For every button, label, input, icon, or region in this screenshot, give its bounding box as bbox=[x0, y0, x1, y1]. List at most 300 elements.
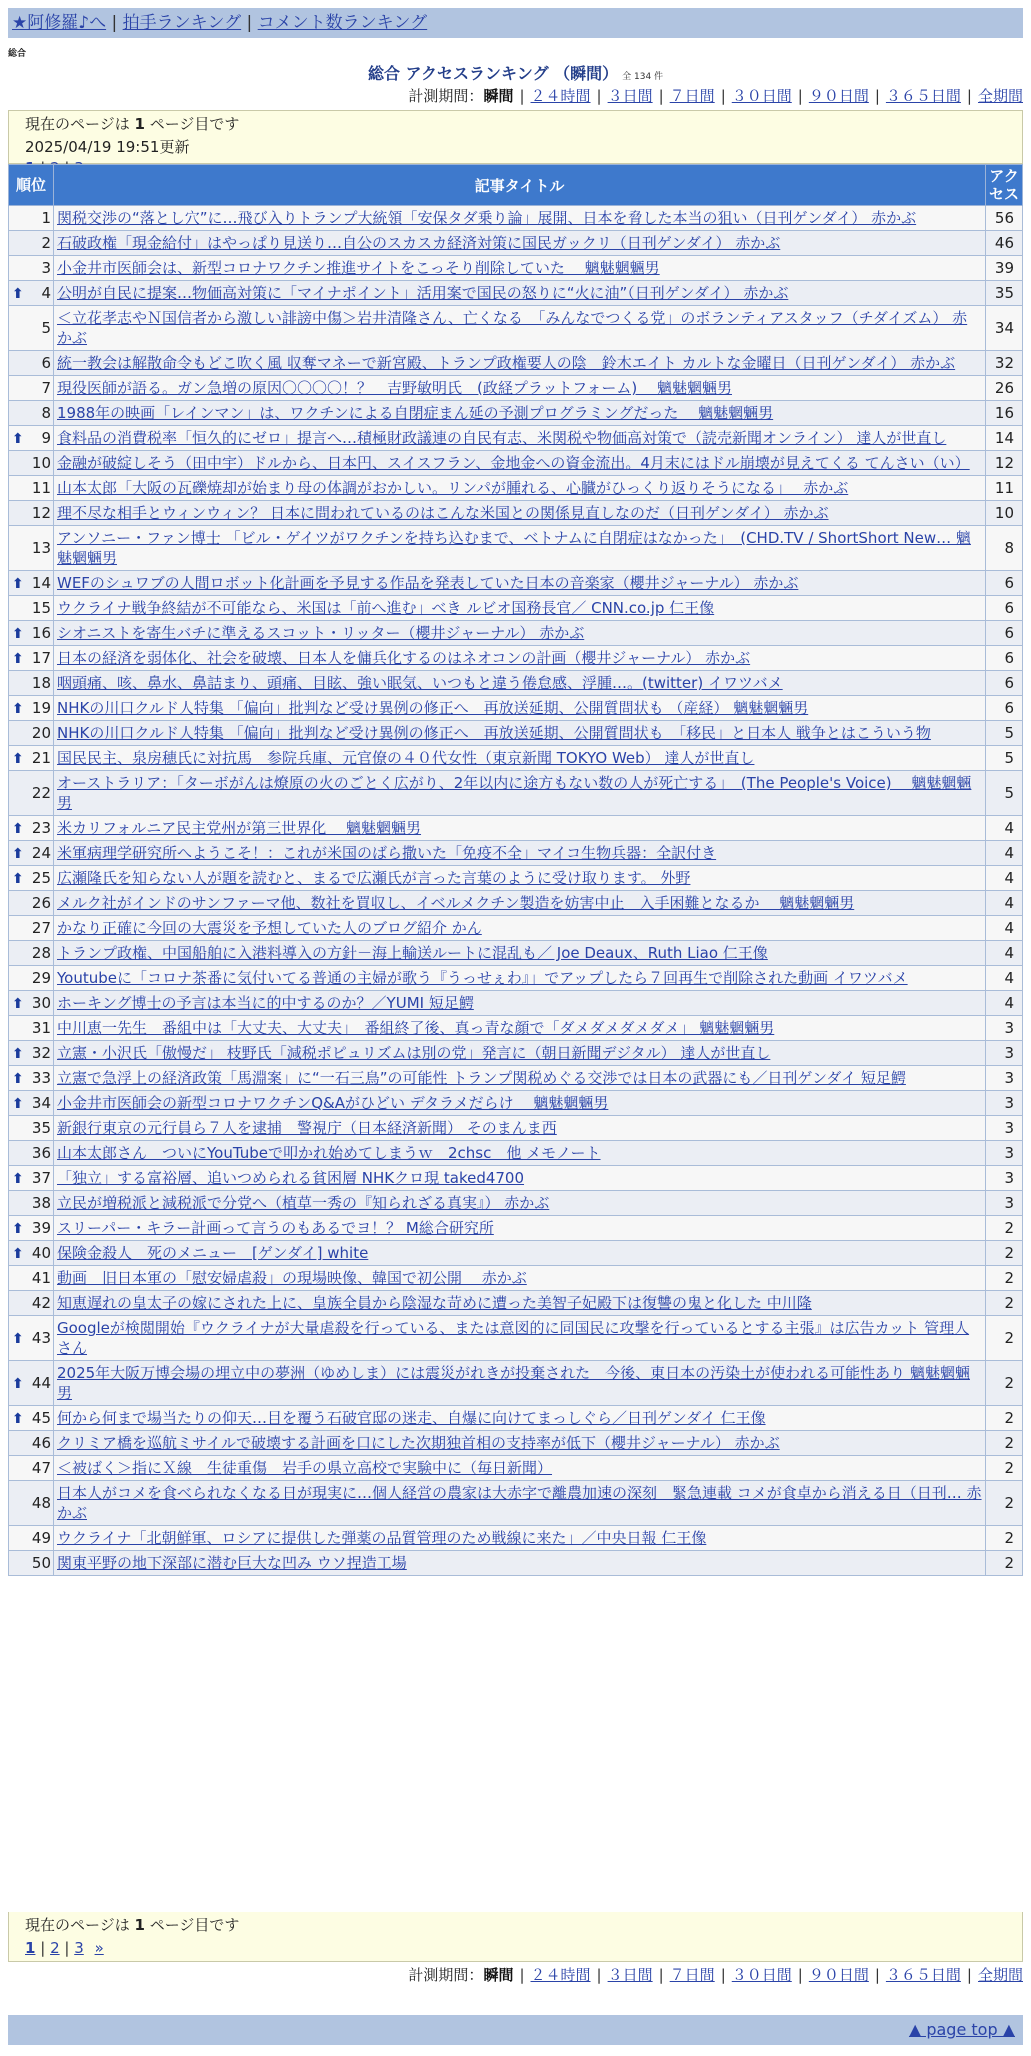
access-count: 10 bbox=[986, 501, 1023, 526]
title-cell bbox=[54, 1066, 986, 1091]
rank-number: 32 bbox=[31, 1044, 51, 1062]
page-next-link[interactable]: » bbox=[94, 1939, 104, 1957]
period-separator: | bbox=[966, 87, 972, 105]
period-link-5[interactable]: ３６５日間 bbox=[885, 1966, 961, 1984]
period-link-1[interactable]: ３日間 bbox=[607, 87, 653, 105]
table-row bbox=[9, 866, 1023, 891]
up-arrow-icon: ⬆ bbox=[12, 1096, 24, 1112]
rank-cell bbox=[9, 621, 54, 646]
rank-cell bbox=[9, 401, 54, 426]
pager-separator: | bbox=[40, 1939, 46, 1957]
access-count: 2 bbox=[986, 1361, 1023, 1406]
rank-cell bbox=[9, 1316, 54, 1361]
period-separator: | bbox=[720, 87, 726, 105]
rank-cell bbox=[9, 1431, 54, 1456]
title-cell bbox=[54, 376, 986, 401]
page-status-suffix: ページ目です bbox=[149, 115, 240, 133]
pagination-box-bottom bbox=[8, 1912, 1023, 1962]
rank-cell bbox=[9, 721, 54, 746]
title-cell bbox=[54, 596, 986, 621]
period-separator: | bbox=[596, 1966, 602, 1984]
title-cell bbox=[54, 966, 986, 991]
up-arrow-icon: ⬆ bbox=[12, 751, 24, 767]
table-row bbox=[9, 1266, 1023, 1291]
up-arrow-icon: ⬆ bbox=[12, 576, 24, 592]
rank-number: 42 bbox=[31, 1294, 51, 1312]
rank-cell bbox=[9, 1406, 54, 1431]
table-row bbox=[9, 256, 1023, 281]
rank-number: 35 bbox=[31, 1119, 51, 1137]
article-title-link[interactable]: 小金井市医師会の新型コロナワクチンQ&Aがひどい デタラメだらけ 魑魅魍魎男 bbox=[57, 1094, 609, 1112]
access-count: 8 bbox=[986, 526, 1023, 571]
access-count: 4 bbox=[986, 966, 1023, 991]
table-row bbox=[9, 1016, 1023, 1041]
title-cell bbox=[54, 306, 986, 351]
rank-cell bbox=[9, 646, 54, 671]
ranking-table bbox=[8, 164, 1023, 1576]
access-count: 26 bbox=[986, 376, 1023, 401]
article-title-link[interactable]: WEFのシュワブの人間ロボット化計画を予見する作品を発表していた日本の音楽家（櫻井ジャーナル） 赤かぶ bbox=[57, 574, 799, 592]
title-cell bbox=[54, 646, 986, 671]
access-count: 16 bbox=[986, 401, 1023, 426]
article-title-link[interactable]: かなり正確に今回の大震災を予想していた人のブログ紹介 かん bbox=[57, 919, 482, 937]
period-separator: | bbox=[519, 1966, 525, 1984]
table-row bbox=[9, 646, 1023, 671]
article-title-link[interactable]: 立民が増税派と減税派で分党へ（植草一秀の『知られざる真実』） 赤かぶ bbox=[57, 1194, 550, 1212]
table-row bbox=[9, 721, 1023, 746]
up-arrow-icon: ⬆ bbox=[12, 651, 24, 667]
access-count: 56 bbox=[986, 206, 1023, 231]
title-cell bbox=[54, 426, 986, 451]
table-row bbox=[9, 1431, 1023, 1456]
article-title-link[interactable]: 立憲・小沢氏「傲慢だ」 枝野氏「減税ポピュリズムは別の党」発言に（朝日新聞デジタル） 達人が世直し bbox=[57, 1044, 771, 1062]
table-row bbox=[9, 966, 1023, 991]
rank-number: 28 bbox=[31, 944, 51, 962]
pagination-box-top bbox=[8, 110, 1023, 164]
rank-cell bbox=[9, 526, 54, 571]
period-separator: | bbox=[874, 87, 880, 105]
article-title-link[interactable]: 関東平野の地下深部に潜む巨大な凹み ウソ捏造工場 bbox=[57, 1554, 407, 1572]
table-row bbox=[9, 916, 1023, 941]
article-title-link[interactable]: 統一教会は解散命令もどこ吹く風 収奪マネーで新宮殿、トランプ政権要人の陰 鈴木エイト カルトな金曜日（日刊ゲンダイ） 赤かぶ bbox=[57, 354, 956, 372]
title-cell bbox=[54, 1166, 986, 1191]
title-cell bbox=[54, 281, 986, 306]
article-title-link[interactable]: 中川恵一先生 番組中は「大丈夫、大丈夫」 番組終了後、真っ青な顔で「ダメダメダメダメ」 魑魅魍魎男 bbox=[57, 1019, 775, 1037]
up-arrow-icon: ⬆ bbox=[12, 286, 24, 302]
rank-number: 48 bbox=[31, 1494, 51, 1512]
table-row bbox=[9, 1551, 1023, 1576]
title-cell bbox=[54, 771, 986, 816]
article-title-link[interactable]: 動画 旧日本軍の「慰安婦虐殺」の現場映像、韓国で初公開 赤かぶ bbox=[57, 1269, 527, 1287]
table-row bbox=[9, 526, 1023, 571]
rank-number: 15 bbox=[31, 599, 51, 617]
table-row bbox=[9, 1406, 1023, 1431]
table-row bbox=[9, 571, 1023, 596]
page-link-3[interactable]: 3 bbox=[74, 1939, 84, 1957]
article-title-link[interactable]: ウクライナ「北朝鮮軍、ロシアに提供した弾薬の品質管理のため戦線に来た」／中央日報 仁王像 bbox=[57, 1529, 707, 1547]
nav-link-applause-ranking[interactable]: 拍手ランキング bbox=[122, 13, 242, 33]
period-separator: | bbox=[596, 87, 602, 105]
access-count: 5 bbox=[986, 746, 1023, 771]
article-title-link[interactable]: アンソニー・ファン博士 「ビル・ゲイツがワクチンを持ち込むまで、ベトナムに自閉症はなかった」 (CHD.TV / ShortShort New… 魑魅魍魎男 bbox=[57, 529, 971, 567]
rank-number: 10 bbox=[31, 454, 51, 472]
rank-cell bbox=[9, 231, 54, 256]
article-title-link[interactable]: メルク社がインドのサンファーマ他、数社を買収し、イベルメクチン製造を妨害中止 入手困難となるか 魑魅魍魎男 bbox=[57, 894, 855, 912]
article-title-link[interactable]: スリーパー・キラー計画って言うのもあるでヨ！？ M総合研究所 bbox=[57, 1219, 494, 1237]
up-arrow-icon: ⬆ bbox=[12, 1331, 24, 1347]
rank-cell bbox=[9, 671, 54, 696]
article-title-link[interactable]: 日本の経済を弱体化、社会を破壊、日本人を傭兵化するのはネオコンの計画（櫻井ジャーナル） 赤かぶ bbox=[57, 649, 751, 667]
rank-number: 16 bbox=[31, 624, 51, 642]
article-title-link[interactable]: 小金井市医師会は、新型コロナワクチン推進サイトをこっそり削除していた 魑魅魍魎男 bbox=[57, 259, 660, 277]
rank-number: 24 bbox=[31, 844, 51, 862]
title-cell bbox=[54, 1241, 986, 1266]
rank-number: 20 bbox=[31, 724, 51, 742]
page-status-current: 1 bbox=[134, 115, 145, 133]
title-cell bbox=[54, 991, 986, 1016]
title-cell bbox=[54, 696, 986, 721]
article-title-link[interactable]: NHKの川口クルド人特集 「偏向」批判など受け異例の修正へ 再放送延期、公開質問状も （産経） 魑魅魍魎男 bbox=[57, 699, 809, 717]
access-count: 46 bbox=[986, 231, 1023, 256]
article-title-link[interactable]: 米カリフォルニア民主党州が第三世界化 魑魅魍魎男 bbox=[57, 819, 422, 837]
title-cell bbox=[54, 1291, 986, 1316]
title-cell bbox=[54, 1016, 986, 1041]
article-title-link[interactable]: 1988年の映画「レインマン」は、ワクチンによる自閉症まん延の予測プログラミングだった 魑魅魍魎男 bbox=[57, 404, 774, 422]
period-label: 計測期間： bbox=[408, 1966, 484, 1984]
access-count: 2 bbox=[986, 1266, 1023, 1291]
header-rank: 順位 bbox=[9, 165, 54, 206]
table-row bbox=[9, 696, 1023, 721]
title-cell bbox=[54, 501, 986, 526]
table-row bbox=[9, 891, 1023, 916]
access-count: 2 bbox=[986, 1431, 1023, 1456]
title-cell bbox=[54, 571, 986, 596]
access-count: 4 bbox=[986, 816, 1023, 841]
table-row bbox=[9, 451, 1023, 476]
access-count: 3 bbox=[986, 1041, 1023, 1066]
title-cell bbox=[54, 1191, 986, 1216]
page-top-link[interactable]: ▲ page top ▲ bbox=[908, 2020, 1015, 2039]
rank-cell bbox=[9, 696, 54, 721]
title-cell bbox=[54, 1526, 986, 1551]
access-count: 2 bbox=[986, 1291, 1023, 1316]
rank-cell bbox=[9, 426, 54, 451]
period-link-6[interactable]: 全期間 bbox=[977, 1966, 1023, 1984]
access-count: 34 bbox=[986, 306, 1023, 351]
rank-number: 45 bbox=[31, 1409, 51, 1427]
period-selector-top bbox=[408, 86, 1023, 106]
period-link-0[interactable]: ２４時間 bbox=[530, 1966, 591, 1984]
rank-cell bbox=[9, 281, 54, 306]
rank-number: 30 bbox=[31, 994, 51, 1012]
rank-number: 4 bbox=[41, 284, 51, 302]
access-count: 6 bbox=[986, 571, 1023, 596]
title-cell bbox=[54, 891, 986, 916]
rank-number: 3 bbox=[41, 259, 51, 277]
rank-cell bbox=[9, 256, 54, 281]
access-count: 3 bbox=[986, 1016, 1023, 1041]
nav-link-asyura[interactable]: ★阿修羅♪へ bbox=[12, 13, 107, 33]
period-link-1[interactable]: ３日間 bbox=[607, 1966, 653, 1984]
rank-cell bbox=[9, 376, 54, 401]
table-row bbox=[9, 991, 1023, 1016]
article-title-link[interactable]: 公明が自民に提案…物価高対策に「マイナポイント」活用案で国民の怒りに“火に油”（日刊ゲンダイ） 赤かぶ bbox=[57, 284, 789, 302]
up-arrow-icon: ⬆ bbox=[12, 821, 24, 837]
table-row bbox=[9, 476, 1023, 501]
article-title-link[interactable]: 広瀬隆氏を知らない人が題を読むと、まるで広瀬氏が言った言葉のように受け取ります。 外野 bbox=[57, 869, 691, 887]
ranking-table-body bbox=[9, 206, 1023, 1576]
article-title-link[interactable]: NHKの川口クルド人特集 「偏向」批判など受け異例の修正へ 再放送延期、公開質問状も 「移民」と日本人 戦争とはこういう物 bbox=[57, 724, 931, 742]
period-separator: | bbox=[797, 1966, 803, 1984]
period-link-0[interactable]: ２４時間 bbox=[530, 87, 591, 105]
table-row bbox=[9, 1066, 1023, 1091]
rank-number: 8 bbox=[41, 404, 51, 422]
rank-number: 5 bbox=[41, 319, 51, 337]
rank-cell bbox=[9, 1166, 54, 1191]
up-arrow-icon: ⬆ bbox=[12, 1246, 24, 1262]
article-title-link[interactable]: Youtubeに「コロナ茶番に気付いてる普通の主婦が歌う『うっせぇわ』」でアップしたら７回再生で削除された動画 イワツバメ bbox=[57, 969, 908, 987]
rank-number: 34 bbox=[31, 1094, 51, 1112]
article-title-link[interactable]: 国民民主、泉房穂氏に対抗馬 参院兵庫、元官僚の４０代女性（東京新聞 TOKYO Web） 達人が世直し bbox=[57, 749, 755, 767]
title-cell bbox=[54, 1041, 986, 1066]
title-cell bbox=[54, 1481, 986, 1526]
page-link-current[interactable]: 1 bbox=[25, 1939, 36, 1957]
title-cell bbox=[54, 401, 986, 426]
rank-cell bbox=[9, 1191, 54, 1216]
title-cell bbox=[54, 1551, 986, 1576]
table-row bbox=[9, 1456, 1023, 1481]
rank-number: 12 bbox=[31, 504, 51, 522]
article-title-link[interactable]: トランプ政権、中国船舶に入港料導入の方針－海上輸送ルートに混乱も／ Joe Deaux、Ruth Liao 仁王像 bbox=[57, 944, 768, 962]
article-title-link[interactable]: ウクライナ戦争終結が不可能なら、米国は「前へ進む」べき ルビオ国務長官／ CNN.co.jp 仁王像 bbox=[57, 599, 715, 617]
title-cell bbox=[54, 671, 986, 696]
table-row bbox=[9, 401, 1023, 426]
table-row bbox=[9, 671, 1023, 696]
title-cell bbox=[54, 351, 986, 376]
rank-number: 17 bbox=[31, 649, 51, 667]
rank-cell bbox=[9, 941, 54, 966]
article-title-link[interactable]: 山本太郎さん ついにYouTubeで叩かれ始めてしまうｗ 2chsc 他 メモノート bbox=[57, 1144, 601, 1162]
article-title-link[interactable]: 山本太郎「大阪の瓦礫焼却が始まり母の体調がおかしい。リンパが腫れる、心臓がひっくり返りそうになる」 赤かぶ bbox=[57, 479, 849, 497]
access-count: 6 bbox=[986, 646, 1023, 671]
rank-cell bbox=[9, 1041, 54, 1066]
table-row bbox=[9, 746, 1023, 771]
category-label: 総合 bbox=[8, 49, 27, 59]
title-cell bbox=[54, 1116, 986, 1141]
period-separator: | bbox=[519, 87, 525, 105]
total-count: 全 134 件 bbox=[622, 72, 664, 82]
access-count: 6 bbox=[986, 671, 1023, 696]
page-status bbox=[25, 113, 1006, 136]
article-title-link[interactable]: 現役医師が語る。ガン急増の原因〇〇〇〇！？ 吉野敏明氏 (政経プラットフォーム) 魑魅魍魎男 bbox=[57, 379, 732, 397]
rank-cell bbox=[9, 501, 54, 526]
rank-cell bbox=[9, 891, 54, 916]
rank-number: 36 bbox=[31, 1144, 51, 1162]
rank-number: 19 bbox=[31, 699, 51, 717]
period-link-3[interactable]: ３０日間 bbox=[731, 1966, 792, 1984]
rank-number: 2 bbox=[41, 234, 51, 252]
article-title-link[interactable]: 理不尽な相手とウィンウィン？ 日本に問われているのはこんな米国との関係見直しなのだ（日刊ゲンダイ） 赤かぶ bbox=[57, 504, 829, 522]
article-title-link[interactable]: クリミア橋を巡航ミサイルで破壊する計画を口にした次期独首相の支持率が低下（櫻井ジャーナル） 赤かぶ bbox=[57, 1434, 780, 1452]
article-title-link[interactable]: 食料品の消費税率「恒久的にゼロ」提言へ…積極財政議連の自民有志、米関税や物価高対策で（読売新聞オンライン） 達人が世直し bbox=[57, 429, 947, 447]
access-count: 2 bbox=[986, 1316, 1023, 1361]
page-status-bottom bbox=[25, 1914, 1006, 1937]
title-cell bbox=[54, 476, 986, 501]
rank-number: 47 bbox=[31, 1459, 51, 1477]
access-count: 2 bbox=[986, 1406, 1023, 1431]
article-title-link[interactable]: シオニストを寄生バチに準えるスコット・リッター（櫻井ジャーナル） 赤かぶ bbox=[57, 624, 585, 642]
title-cell bbox=[54, 526, 986, 571]
article-title-link[interactable]: ＜被ばく＞指にＸ線 生徒重傷 岩手の県立高校で実験中に（毎日新聞） bbox=[57, 1459, 553, 1477]
table-row bbox=[9, 281, 1023, 306]
rank-cell bbox=[9, 866, 54, 891]
pager-bottom bbox=[25, 1937, 1006, 1960]
rank-cell bbox=[9, 1456, 54, 1481]
article-title-link[interactable]: 保険金殺人 死のメニュー [ゲンダイ] white bbox=[57, 1244, 369, 1262]
page-status-suffix: ページ目です bbox=[149, 1916, 240, 1934]
rank-number: 1 bbox=[41, 209, 51, 227]
nav-separator: | bbox=[246, 13, 253, 33]
article-title-link[interactable]: Googleが検閲開始『ウクライナが大量虐殺を行っている、または意図的に同国民に攻撃を行っているとする主張』は広告カット 管理人さん bbox=[57, 1319, 970, 1357]
access-count: 6 bbox=[986, 621, 1023, 646]
header-title: 記事タイトル bbox=[54, 165, 986, 206]
period-link-3[interactable]: ３０日間 bbox=[731, 87, 792, 105]
article-title-link[interactable]: 金融が破綻しそう（田中宇）ドルから、日本円、スイスフラン、金地金への資金流出。4月末にはドル崩壊が見えてくる てんさい（い） bbox=[57, 454, 970, 472]
rank-cell bbox=[9, 1266, 54, 1291]
rank-number: 25 bbox=[31, 869, 51, 887]
rank-number: 44 bbox=[31, 1374, 51, 1392]
table-row bbox=[9, 1291, 1023, 1316]
rank-number: 7 bbox=[41, 379, 51, 397]
up-arrow-icon: ⬆ bbox=[12, 701, 24, 717]
access-count: 6 bbox=[986, 696, 1023, 721]
access-count: 14 bbox=[986, 426, 1023, 451]
title-cell bbox=[54, 451, 986, 476]
access-count: 2 bbox=[986, 1481, 1023, 1526]
title-cell bbox=[54, 1316, 986, 1361]
table-row bbox=[9, 1166, 1023, 1191]
access-count: 3 bbox=[986, 1141, 1023, 1166]
access-count: 2 bbox=[986, 1241, 1023, 1266]
access-count: 2 bbox=[986, 1216, 1023, 1241]
rank-number: 43 bbox=[31, 1329, 51, 1347]
page-status-prefix: 現在のページは bbox=[25, 1916, 130, 1934]
period-link-2[interactable]: ７日間 bbox=[669, 1966, 715, 1984]
period-link-5[interactable]: ３６５日間 bbox=[885, 87, 961, 105]
access-count: 35 bbox=[986, 281, 1023, 306]
nav-link-comment-ranking[interactable]: コメント数ランキング bbox=[257, 13, 428, 33]
rank-cell bbox=[9, 746, 54, 771]
rank-cell bbox=[9, 916, 54, 941]
table-row bbox=[9, 501, 1023, 526]
article-title-link[interactable]: 新銀行東京の元行員ら７人を逮捕 警視庁（日本経済新聞） そのまんま西 bbox=[57, 1119, 557, 1137]
rank-cell bbox=[9, 1066, 54, 1091]
table-row bbox=[9, 841, 1023, 866]
header-access: アクセス bbox=[986, 165, 1023, 206]
page-status-current: 1 bbox=[134, 1916, 145, 1934]
access-count: 6 bbox=[986, 596, 1023, 621]
article-title-link[interactable]: 石破政権「現金給付」はやっぱり見送り…自公のスカスカ経済対策に国民ガックリ（日刊ゲンダイ） 赤かぶ bbox=[57, 234, 781, 252]
ranking-title-block bbox=[0, 61, 1031, 84]
rank-number: 49 bbox=[31, 1529, 51, 1547]
updated-timestamp: 2025/04/19 19:51更新 bbox=[25, 138, 190, 156]
article-title-link[interactable]: ＜立花孝志やＮ国信者から激しい誹謗中傷＞岩井清隆さん、亡くなる 「みんなでつくる党」のボランティアスタッフ（チダイズム） 赤かぶ bbox=[57, 309, 968, 347]
title-cell bbox=[54, 816, 986, 841]
period-link-6[interactable]: 全期間 bbox=[977, 87, 1023, 105]
up-arrow-icon: ⬆ bbox=[12, 1071, 24, 1087]
top-nav-bar bbox=[8, 8, 1023, 38]
rank-number: 18 bbox=[31, 674, 51, 692]
rank-number: 26 bbox=[31, 894, 51, 912]
period-separator: | bbox=[874, 1966, 880, 1984]
rank-cell bbox=[9, 1241, 54, 1266]
title-cell bbox=[54, 866, 986, 891]
article-title-link[interactable]: ホーキング博士の予言は本当に的中するのか？／YUMI 短足鰐 bbox=[57, 994, 474, 1012]
article-title-link[interactable]: 米軍病理学研究所へようこそ！：これが米国のばら撒いた「免疫不全」マイコ生物兵器：全訳付き bbox=[57, 844, 717, 862]
up-arrow-icon: ⬆ bbox=[12, 846, 24, 862]
page-status-prefix: 現在のページは bbox=[25, 115, 130, 133]
rank-cell bbox=[9, 1361, 54, 1406]
rank-number: 29 bbox=[31, 969, 51, 987]
title-cell bbox=[54, 746, 986, 771]
period-link-4[interactable]: ９０日間 bbox=[808, 1966, 869, 1984]
up-arrow-icon: ⬆ bbox=[12, 626, 24, 642]
rank-cell bbox=[9, 1216, 54, 1241]
title-cell bbox=[54, 1266, 986, 1291]
table-row bbox=[9, 1041, 1023, 1066]
rank-number: 23 bbox=[31, 819, 51, 837]
article-title-link[interactable]: 知恵遅れの皇太子の嫁にされた上に、皇族全員から陰湿な苛めに遭った美智子妃殿下は復讐の鬼と化した 中川隆 bbox=[57, 1294, 812, 1312]
article-title-link[interactable]: 日本人がコメを食べられなくなる日が現実に…個人経営の農家は大赤字で離農加速の深刻 緊急連載 コメが食卓から消える日（日刊… 赤かぶ bbox=[57, 1484, 982, 1522]
title-cell bbox=[54, 1141, 986, 1166]
period-current: 瞬間 bbox=[483, 1966, 514, 1984]
table-row bbox=[9, 1091, 1023, 1116]
rank-cell bbox=[9, 1481, 54, 1526]
table-row bbox=[9, 596, 1023, 621]
title-cell bbox=[54, 231, 986, 256]
rank-number: 40 bbox=[31, 1244, 51, 1262]
rank-cell bbox=[9, 991, 54, 1016]
access-count: 5 bbox=[986, 721, 1023, 746]
article-title-link[interactable]: 関税交渉の“落とし穴”に…飛び入りトランプ大統領「安保タダ乗り論」展開、日本を脅した本当の狙い（日刊ゲンダイ） 赤かぶ bbox=[57, 209, 917, 227]
rank-number: 31 bbox=[31, 1019, 51, 1037]
table-row bbox=[9, 1216, 1023, 1241]
page-link-2[interactable]: 2 bbox=[50, 1939, 60, 1957]
access-count: 3 bbox=[986, 1066, 1023, 1091]
rank-cell bbox=[9, 816, 54, 841]
rank-number: 13 bbox=[31, 539, 51, 557]
table-row bbox=[9, 816, 1023, 841]
title-cell bbox=[54, 721, 986, 746]
article-title-link[interactable]: 「独立」する富裕層、追いつめられる貧困層 NHKクロ現 taked4700 bbox=[57, 1169, 525, 1187]
period-link-4[interactable]: ９０日間 bbox=[808, 87, 869, 105]
access-count: 2 bbox=[986, 1456, 1023, 1481]
up-arrow-icon: ⬆ bbox=[12, 1171, 24, 1187]
article-title-link[interactable]: 2025年大阪万博会場の埋立中の夢洲（ゆめしま）には震災がれきが投棄された 今後、東日本の汚染土が使われる可能性あり 魑魅魍魎男 bbox=[57, 1364, 970, 1402]
table-row bbox=[9, 426, 1023, 451]
period-link-2[interactable]: ７日間 bbox=[669, 87, 715, 105]
table-row bbox=[9, 1116, 1023, 1141]
rank-number: 33 bbox=[31, 1069, 51, 1087]
table-row bbox=[9, 231, 1023, 256]
up-arrow-icon: ⬆ bbox=[12, 1046, 24, 1062]
article-title-link[interactable]: オーストラリア：「ターボがんは燎原の火のごとく広がり、2年以内に途方もない数の人が死亡する」 (The People's Voice) 魑魅魍魎男 bbox=[57, 774, 972, 812]
table-row bbox=[9, 1361, 1023, 1406]
article-title-link[interactable]: 咽頭痛、咳、鼻水、鼻詰まり、頭痛、目眩、強い眠気、いつもと違う倦怠感、浮腫…。(twitter) イワツバメ bbox=[57, 674, 783, 692]
article-title-link[interactable]: 立憲で急浮上の経済政策「馬淵案」に“一石三鳥”の可能性 トランプ関税めぐる交渉では日本の武器にも／日刊ゲンダイ 短足鰐 bbox=[57, 1069, 906, 1087]
article-title-link[interactable]: 何から何まで場当たりの仰天…目を覆う石破官邸の迷走、自爆に向けてまっしぐら／日刊ゲンダイ 仁王像 bbox=[57, 1409, 766, 1427]
title-cell bbox=[54, 1431, 986, 1456]
